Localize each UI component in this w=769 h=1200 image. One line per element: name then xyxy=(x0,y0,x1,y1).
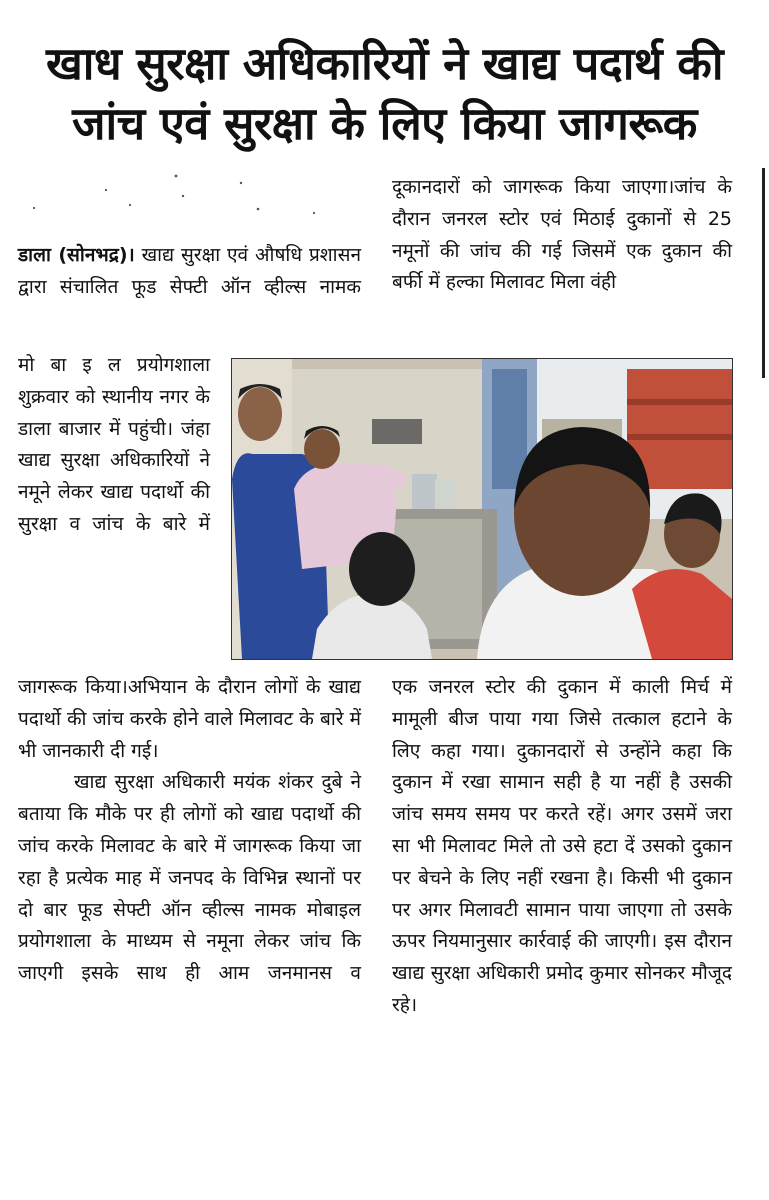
lead-intro: खाद्य सुरक्षा एवं औषधि प्रशासन द्वारा संचालित फूड सेफ्टी ऑन व्हील्स नामक xyxy=(18,244,361,298)
photo-illustration xyxy=(232,359,732,659)
dateline: डाला (सोनभद्र)। xyxy=(18,244,135,266)
paragraph-2: खाद्य सुरक्षा अधिकारी मयंक शंकर दुबे ने बताया कि मौके पर ही लोगों को खाद्य पदार्थो की जांच करके मिलावट के बारे में जागरूक किया जा रहा है प्रत्येक माह में जनपद के विभिन्न स्थानों पर दो बार फूड सेफ्टी ऑन व्हील्स नामक मोबाइल प्रयोगशाला के माध्यम से नमूना लेकर जांच कि जाएगी इसके साथ ही आम जनमानस व xyxy=(18,771,361,985)
right-column-top xyxy=(392,172,732,299)
headline-line-2: जांच एवं सुरक्षा के लिए किया जागरूक xyxy=(72,97,697,150)
right-top-text: दूकानदारों को जागरूक किया जाएगा।जांच के दौरान जनरल स्टोर एवं मिठाई दुकानों से 25 नमूनों की जांच की गई जिसमें एक दुकान की बर्फी में हल्का मिलावट मिला वंही xyxy=(392,176,732,294)
left-column-wrap xyxy=(18,350,210,541)
right-bottom-text: एक जनरल स्टोर की दुकान में काली मिर्च में मामूली बीज पाया गया जिसे तत्काल हटाने के लिए कहा गया। दुकानदारों से उन्होंने कहा कि दुकान में रखा सामान सही है या नहीं है उसकी जांच समय समय पर करते रहें। अगर उसमें जरा सा भी मिलावट मिले तो उसे हटा दें उसको दुकान पर बेचने के लिए नहीं रखना है। किसी भी दुकान पर अगर मिलावटी सामान पाया जाएगा तो उसके ऊपर नियमानुसार कार्रवाई की जाएगी। इस दौरान खाद्य सुरक्षा अधिकारी प्रमोद कुमार सोनकर मौजूद रहे। xyxy=(392,676,732,1016)
left-column-lead xyxy=(18,240,361,304)
column-rule xyxy=(762,168,765,378)
news-photo xyxy=(231,358,733,660)
lead-wrap-text: मो बा इ ल प्रयोगशाला शुक्रवार को स्थानीय नगर के डाला बाजार में पहुंची। जंहा खाद्य सुरक्षा अधिकारियों ने नमूने लेकर खाद्य पदार्थो की सुरक्षा व जांच के बारे में xyxy=(18,354,210,535)
headline-line-1: खाध सुरक्षा अधिकारियों ने खाद्य पदार्थ की xyxy=(46,37,723,90)
right-column-bottom xyxy=(392,672,732,1022)
lead-continue-text: जागरूक किया।अभियान के दौरान लोगों के खाद्य पदार्थो की जांच करके होने वाले मिलावट के बारे में भी जानकारी दी गई। xyxy=(18,676,361,762)
left-column-bottom xyxy=(18,672,361,990)
